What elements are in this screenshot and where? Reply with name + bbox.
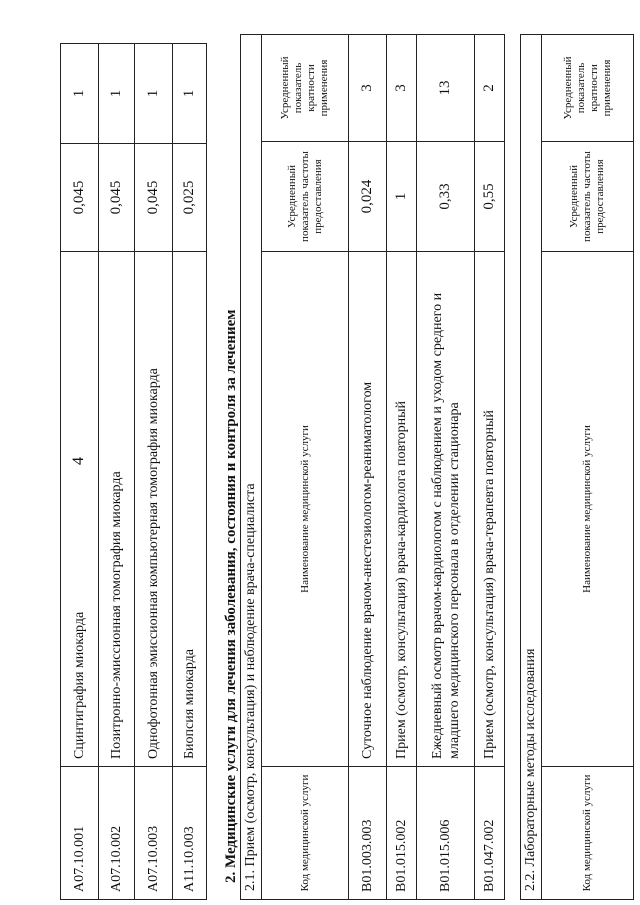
- service-code: A11.10.003: [173, 767, 207, 900]
- frequency-value: 0,024: [349, 142, 387, 252]
- service-code: A07.10.002: [99, 767, 135, 900]
- service-name: Ежедневный осмотр врачом-кардиологом с наблюдением и уходом среднего и младшего медицинского персонала в отделении стационара: [417, 252, 475, 767]
- section-heading: 2. Медицинские услуги для лечения заболевания, состояния и контроля за лечением: [223, 309, 239, 883]
- table-row: [173, 44, 207, 900]
- table-row: [61, 44, 99, 900]
- multiplicity-value: 2: [475, 34, 505, 141]
- multiplicity-value: 1: [135, 44, 173, 144]
- column-header-multiplicity: Усредненный показатель кратности применения: [262, 34, 349, 141]
- multiplicity-value: 3: [349, 34, 387, 141]
- column-header-name: Наименование медицинской услуги: [542, 252, 634, 767]
- frequency-value: 0,045: [61, 144, 99, 252]
- table-row: [417, 34, 475, 899]
- subsection-row: [521, 34, 542, 899]
- service-code: B01.003.003: [349, 767, 387, 900]
- frequency-value: 0,025: [173, 144, 207, 252]
- table-row: [475, 34, 505, 899]
- column-header-code: Код медицинской услуги: [262, 767, 349, 900]
- column-header-name: Наименование медицинской услуги: [262, 252, 349, 767]
- service-code: B01.047.002: [475, 767, 505, 900]
- multiplicity-value: 1: [99, 44, 135, 144]
- services-table-laboratory: [520, 34, 634, 900]
- table-header-row: [542, 34, 634, 899]
- frequency-value: 0,045: [135, 144, 173, 252]
- service-name: Однофотонная эмиссионная компьютерная томография миокарда: [135, 252, 173, 767]
- subsection-title: 2.2. Лабораторные методы исследования: [521, 34, 542, 899]
- column-header-code: Код медицинской услуги: [542, 767, 634, 900]
- page-number: 4: [70, 457, 87, 465]
- service-code: B01.015.002: [387, 767, 417, 900]
- table-row: [349, 34, 387, 899]
- table-row: [387, 34, 417, 899]
- service-name: Сцинтиграфия миокарда: [61, 252, 99, 767]
- service-name: Биопсия миокарда: [173, 252, 207, 767]
- column-header-multiplicity: Усредненный показатель кратности применения: [542, 34, 634, 141]
- table-header-row: [262, 34, 349, 899]
- frequency-value: 1: [387, 142, 417, 252]
- service-code: A07.10.003: [135, 767, 173, 900]
- services-table-diagnostics: [60, 43, 207, 900]
- multiplicity-value: 1: [61, 44, 99, 144]
- multiplicity-value: 3: [387, 34, 417, 141]
- frequency-value: 0,045: [99, 144, 135, 252]
- column-header-frequency: Усредненный показатель частоты предоставления: [262, 142, 349, 252]
- table-row: [135, 44, 173, 900]
- frequency-value: 0,55: [475, 142, 505, 252]
- multiplicity-value: 13: [417, 34, 475, 141]
- services-table-specialist: [240, 34, 505, 900]
- service-code: B01.015.006: [417, 767, 475, 900]
- subsection-title: 2.1. Прием (осмотр, консультация) и наблюдение врача-специалиста: [241, 34, 262, 899]
- multiplicity-value: 1: [173, 44, 207, 144]
- subsection-row: [241, 34, 262, 899]
- service-name: Прием (осмотр, консультация) врача-терапевта повторный: [475, 252, 505, 767]
- frequency-value: 0,33: [417, 142, 475, 252]
- service-name: Прием (осмотр, консультация) врача-кардиолога повторный: [387, 252, 417, 767]
- column-header-frequency: Усредненный показатель частоты предоставления: [542, 142, 634, 252]
- table-row: [99, 44, 135, 900]
- service-name: Суточное наблюдение врачом-анестезиологом-реаниматологом: [349, 252, 387, 767]
- service-name: Позитронно-эмиссионная томография миокарда: [99, 252, 135, 767]
- service-code: A07.10.001: [61, 767, 99, 900]
